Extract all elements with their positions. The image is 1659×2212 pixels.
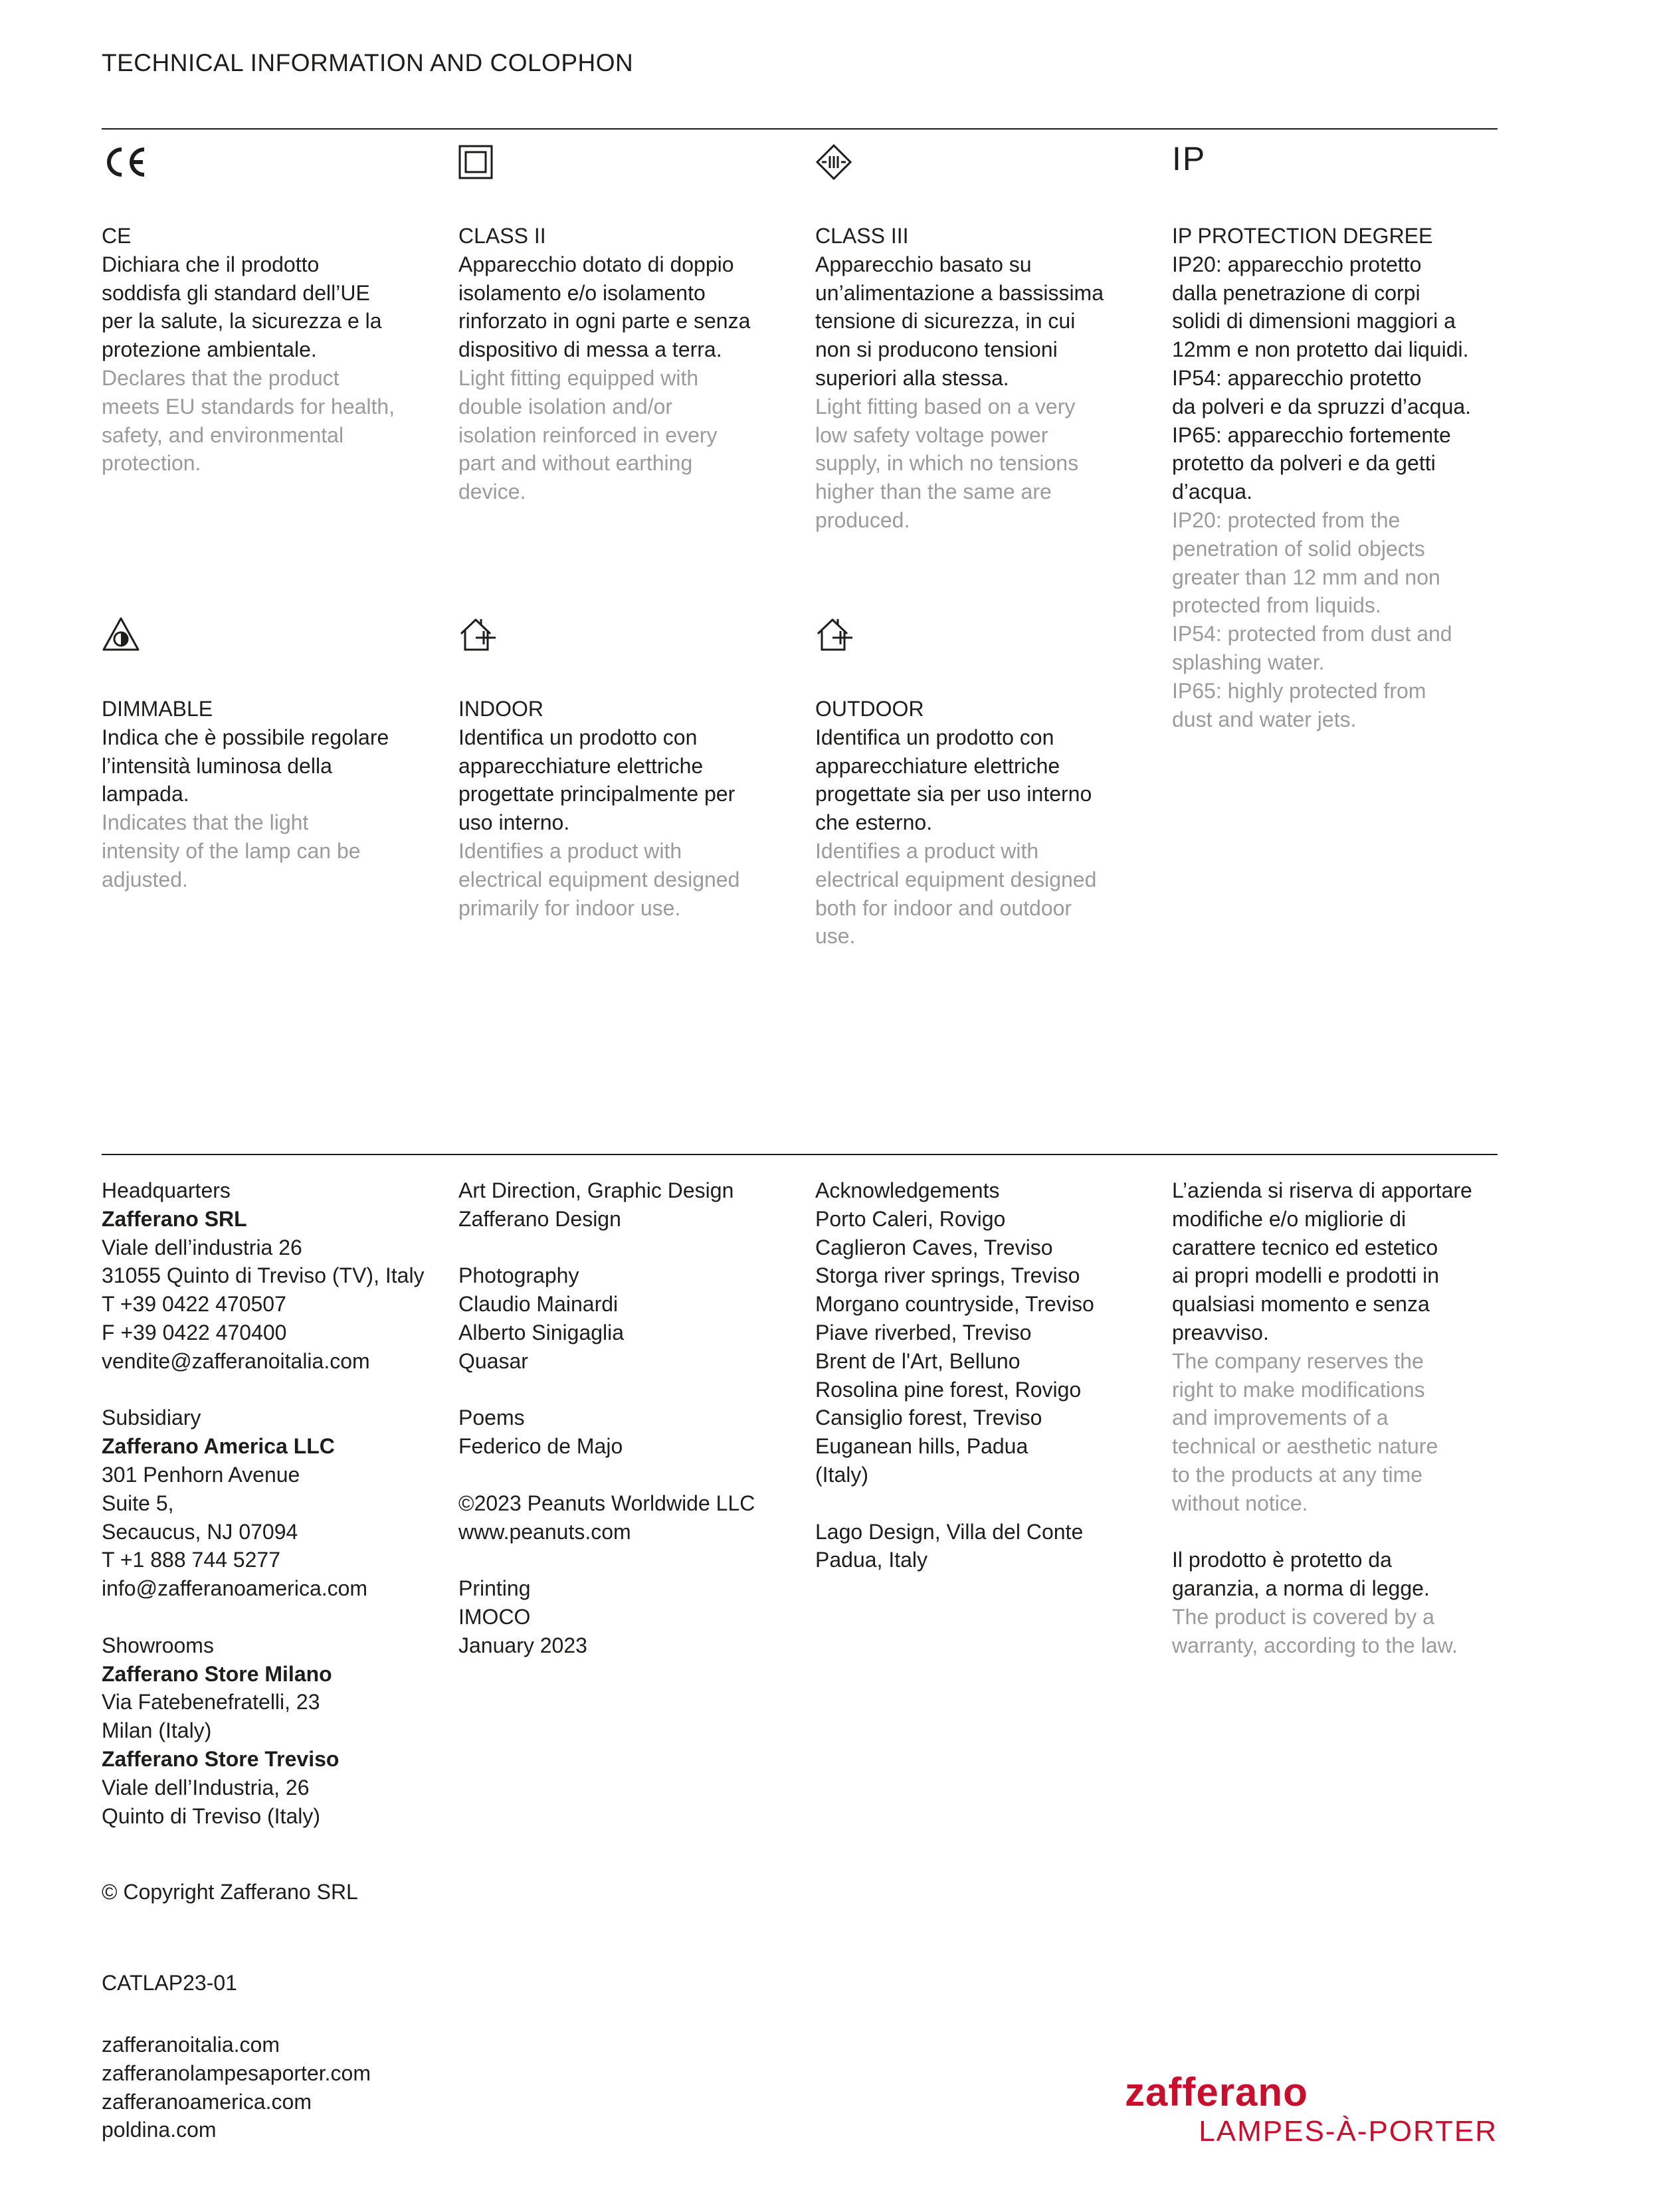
class-ii-text-en: Light fitting equipped with double isolation and/or isolation reinforced in every part and without earthing device.	[458, 365, 718, 504]
reserve-text-en: The company reserves the right to make modifications and improvements of a technical or aesthetic nature to the products at any time without notice.	[1172, 1348, 1438, 1515]
ip-title: IP PROTECTION DEGREE	[1172, 224, 1433, 248]
hq-address: Viale dell’industria 26 31055 Quinto di Treviso (TV), Italy T +39 0422 470507 F +39 0422 470400 vendite@zafferanoitalia.com	[102, 1235, 425, 1373]
ip-text-it: IP20: apparecchio protetto dalla penetrazione di corpi solidi di dimensioni maggiori a 12mm e non protetto dai liquidi. IP54: apparecchio protetto da polveri e da spruzzi d’acqua. IP65: apparecchio fortemente protetto da polveri e da getti d’acqua.	[1172, 252, 1472, 504]
logo-tagline: LAMPES-À-PORTER	[1199, 2115, 1498, 2148]
showrooms-label: Showrooms	[102, 1633, 214, 1657]
indoor-text-en: Identifies a product with electrical equipment designed primarily for indoor use.	[458, 838, 740, 920]
acknowledgements-list: Acknowledgements Porto Caleri, Rovigo Caglieron Caves, Treviso Storga river springs, Treviso Morgano countryside, Treviso Piave riverbed, Treviso Brent de l'Art, Belluno Rosolina pine forest, Rovigo Cansiglio forest, Treviso Euganean hills, Padua (Italy)	[815, 1178, 1094, 1487]
credits-peanuts: ©2023 Peanuts Worldwide LLC www.peanuts.com	[458, 1491, 755, 1544]
class-ii-block	[458, 222, 797, 506]
credits-column	[458, 1176, 797, 1660]
dimmable-title: DIMMABLE	[102, 697, 213, 721]
ce-title: CE	[102, 224, 132, 248]
class-iii-block	[815, 222, 1154, 535]
dimmable-text-en: Indicates that the light intensity of the lamp can be adjusted.	[102, 810, 361, 891]
ce-block	[102, 222, 440, 478]
indoor-block	[458, 695, 797, 922]
class-iii-text-en: Light fitting based on a very low safety voltage power supply, in which no tensions higher than the same are produced.	[815, 394, 1079, 532]
acknowledgements-column	[815, 1176, 1154, 1574]
class-iii-icon	[815, 143, 852, 182]
store-milano-name: Zafferano Store Milano	[102, 1661, 332, 1686]
subsidiary-label: Subsidiary	[102, 1406, 201, 1430]
indoor-icon	[458, 616, 497, 655]
warranty-text-en: The product is covered by a warranty, according to the law.	[1172, 1604, 1458, 1657]
class-ii-icon	[458, 145, 493, 183]
subsidiary-address: 301 Penhorn Avenue Suite 5, Secaucus, NJ 07094 T +1 888 744 5277 info@zafferanoamerica.com	[102, 1462, 368, 1601]
outdoor-title: OUTDOOR	[815, 697, 924, 721]
ce-text-it: Dichiara che il prodotto soddisfa gli standard dell’UE per la salute, la sicurezza e la protezione ambientale.	[102, 252, 382, 362]
ip-icon: IP	[1172, 140, 1207, 177]
warranty-text-it: Il prodotto è protetto da garanzia, a norma di legge.	[1172, 1548, 1430, 1601]
ip-block	[1172, 222, 1524, 733]
credits-photography: Photography Claudio Mainardi Alberto Sinigaglia Quasar	[458, 1263, 625, 1373]
ce-mark-icon	[102, 143, 148, 181]
acknowledgements-lago: Lago Design, Villa del Conte Padua, Italy	[815, 1519, 1084, 1572]
zafferano-logo	[1125, 2071, 1498, 2150]
reserve-text-it: L’azienda si riserva di apportare modifiche e/o migliorie di carattere tecnico ed estetico ai propri modelli e prodotti in qualsiasi momento e senza preavviso.	[1172, 1178, 1472, 1344]
websites-list: zafferanoitalia.com zafferanolampesaporter.com zafferanoamerica.com poldina.com	[102, 2033, 371, 2142]
store-milano-address: Via Fatebenefratelli, 23 Milan (Italy)	[102, 1690, 320, 1743]
indoor-text-it: Identifica un prodotto con apparecchiature elettriche progettate principalmente per uso interno.	[458, 725, 735, 835]
top-divider	[102, 128, 1498, 130]
dimmable-text-it: Indica che è possibile regolare l’intensità luminosa della lampada.	[102, 725, 389, 806]
contacts-column	[102, 1176, 440, 1830]
credits-printing: Printing IMOCO January 2023	[458, 1576, 587, 1657]
catalog-code: CATLAP23-01	[102, 1971, 237, 1995]
ip-text-en: IP20: protected from the penetration of solid objects greater than 12 mm and non protected from liquids. IP54: protected from dust and splashing water. IP65: highly protected from dust and water jets.	[1172, 507, 1452, 731]
store-treviso-name: Zafferano Store Treviso	[102, 1746, 340, 1771]
credits-art-direction: Art Direction, Graphic Design Zafferano Design	[458, 1178, 734, 1231]
copyright: © Copyright Zafferano SRL	[102, 1880, 358, 1904]
page-title: TECHNICAL INFORMATION AND COLOPHON	[102, 49, 634, 76]
outdoor-text-en: Identifies a product with electrical equipment designed both for indoor and outdoor use.	[815, 838, 1097, 949]
class-ii-text-it: Apparecchio dotato di doppio isolamento e/o isolamento rinforzato in ogni parte e senza dispositivo di messa a terra.	[458, 252, 751, 362]
outdoor-icon	[815, 616, 854, 655]
store-treviso-address: Viale dell’Industria, 26 Quinto di Treviso (Italy)	[102, 1775, 320, 1828]
notes-column	[1172, 1176, 1524, 1660]
outdoor-block	[815, 695, 1154, 951]
credits-poems: Poems Federico de Majo	[458, 1406, 623, 1459]
websites	[102, 2031, 440, 2144]
class-iii-text-it: Apparecchio basato su un’alimentazione a bassissima tensione di sicurezza, in cui non si producono tensioni superiori alla stessa.	[815, 252, 1104, 390]
dimmable-block	[102, 695, 440, 894]
hq-label: Headquarters	[102, 1178, 231, 1202]
indoor-title: INDOOR	[458, 697, 543, 721]
subsidiary-name: Zafferano America LLC	[102, 1434, 335, 1459]
dimmable-icon	[102, 616, 140, 655]
logo-wordmark: zafferano	[1125, 2070, 1308, 2114]
class-iii-title: CLASS III	[815, 224, 909, 248]
hq-name: Zafferano SRL	[102, 1206, 247, 1231]
ce-text-en: Declares that the product meets EU standards for health, safety, and environmental protection.	[102, 365, 395, 476]
outdoor-text-it: Identifica un prodotto con apparecchiature elettriche progettate sia per uso interno che esterno.	[815, 725, 1092, 835]
colophon-divider	[102, 1154, 1498, 1155]
class-ii-title: CLASS II	[458, 224, 546, 248]
